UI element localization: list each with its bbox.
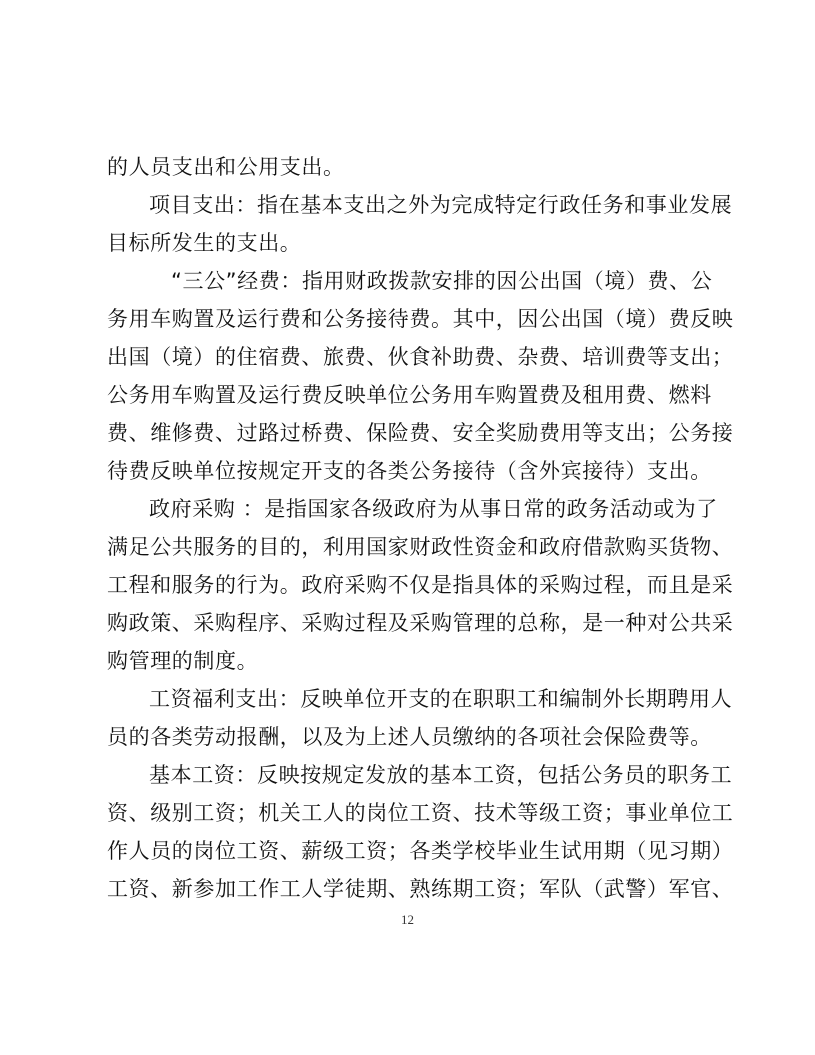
- text-line: 工资、新参加工作工人学徒期、熟练期工资；军队（武警）军官、: [107, 877, 734, 901]
- text-line: 作人员的岗位工资、薪级工资；各类学校毕业生试用期（见习期）: [107, 839, 734, 863]
- text-line: 购管理的制度。: [107, 649, 259, 673]
- text-line: 出国（境）的住宿费、旅费、伙食补助费、杂费、培训费等支出；: [107, 345, 734, 369]
- page-number: 12: [401, 912, 414, 927]
- text-line: 资、级别工资；机关工人的岗位工资、技术等级工资；事业单位工: [107, 801, 734, 825]
- paragraph-project-expenditure: 项目支出：指在基本支出之外为完成特定行政任务和事业发展: [149, 193, 733, 217]
- text-line: 公务用车购置及运行费反映单位公务用车购置费及租用费、燃料: [107, 383, 712, 407]
- body-text: [107, 148, 734, 908]
- paragraph-basic-wages: 基本工资：反映按规定发放的基本工资，包括公务员的职务工: [149, 763, 733, 787]
- text-line: 目标所发生的支出。: [107, 231, 302, 255]
- text-line: 工程和服务的行为。政府采购不仅是指具体的采购过程，而且是采: [107, 573, 734, 597]
- text-line: 购政策、采购程序、采购过程及采购管理的总称，是一种对公共采: [107, 611, 734, 635]
- text-line: 的人员支出和公用支出。: [107, 155, 345, 179]
- text-line: 员的各类劳动报酬，以及为上述人员缴纳的各项社会保险费等。: [107, 725, 712, 749]
- text-line: 费、维修费、过路过桥费、保险费、安全奖励费用等支出；公务接: [107, 421, 734, 445]
- paragraph-government-procurement: 政府采购 ：是指国家各级政府为从事日常的政务活动或为了: [149, 497, 718, 521]
- paragraph-three-public-expenses: “三公”经费：指用财政拨款安排的因公出国（境）费、公: [171, 269, 713, 293]
- text-line: 满足公共服务的目的，利用国家财政性资金和政府借款购买货物、: [107, 535, 734, 559]
- paragraph-wages-benefits: 工资福利支出：反映单位开支的在职职工和编制外长期聘用人: [149, 687, 733, 711]
- text-line: 务用车购置及运行费和公务接待费。其中，因公出国（境）费反映: [107, 307, 734, 331]
- text-line: 待费反映单位按规定开支的各类公务接待（含外宾接待）支出。: [107, 459, 712, 483]
